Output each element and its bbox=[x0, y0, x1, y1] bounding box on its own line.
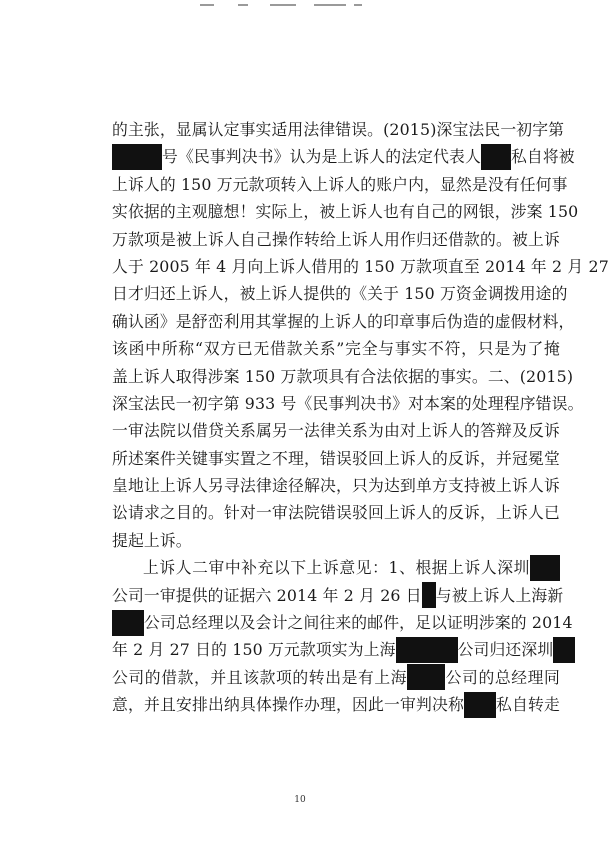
text-segment: 皇地让上诉人另寻法律途径解决，只为达到单方支持被上诉人诉 bbox=[112, 476, 560, 496]
text-segment: 所述案件关键事实置之不理，错误驳回上诉人的反诉，并冠冕堂 bbox=[112, 448, 560, 468]
text-segment: 该函中所称“双方已无借款关系”完全与事实不符，只是为了掩 bbox=[112, 339, 560, 359]
redaction-block bbox=[396, 637, 458, 663]
text-segment: 上诉人二审中补充以下上诉意见：1、根据上诉人深圳 bbox=[143, 558, 530, 578]
text-segment: 号《民事判决书》认为是上诉人的法定代表人 bbox=[162, 147, 481, 167]
text-line bbox=[112, 472, 560, 499]
text-line bbox=[112, 609, 573, 636]
text-line bbox=[112, 527, 560, 554]
scan-artifact-marks bbox=[190, 4, 390, 10]
page-number: 10 bbox=[294, 795, 306, 805]
text-line bbox=[112, 143, 575, 170]
text-line bbox=[112, 417, 560, 444]
text-segment: 日才归还上诉人，被上诉人提供的《关于 150 万资金调拨用途的 bbox=[112, 284, 568, 304]
text-segment: 深宝法民一初字第 933 号《民事判决书》对本案的处理程序错误。 bbox=[112, 393, 584, 413]
text-segment: 提起上诉。 bbox=[112, 530, 192, 550]
text-segment: 一审法院以借贷关系属另一法律关系为由对上诉人的答辩及反诉 bbox=[112, 421, 560, 441]
redaction-block bbox=[464, 692, 496, 718]
text-line bbox=[112, 335, 560, 362]
text-segment: 意，并且安排出纳具体操作办理，因此一审判决称 bbox=[112, 695, 464, 715]
redaction-block bbox=[553, 637, 575, 663]
text-line bbox=[112, 226, 560, 253]
text-segment: 私自转走 bbox=[495, 695, 560, 715]
text-line bbox=[112, 664, 560, 691]
text-line bbox=[112, 691, 560, 718]
text-line bbox=[112, 280, 568, 307]
text-line bbox=[112, 582, 564, 609]
text-segment: 确认函》是舒峦利用其掌握的上诉人的印章事后伪造的虚假材料， bbox=[112, 311, 575, 331]
redaction-block bbox=[112, 610, 144, 636]
text-segment: 公司归还深圳 bbox=[457, 640, 554, 660]
text-segment: 年 2 月 27 日的 150 万元款项实为上海 bbox=[112, 640, 396, 660]
text-segment: 私自将被 bbox=[510, 147, 575, 167]
text-segment: 与被上诉人上海新 bbox=[435, 585, 564, 605]
text-segment: 公司一审提供的证据六 2014 年 2 月 26 日 bbox=[112, 585, 422, 605]
text-line bbox=[112, 198, 579, 225]
redaction-block bbox=[481, 144, 511, 170]
redaction-block bbox=[530, 555, 560, 581]
text-segment: 公司的总经理同 bbox=[445, 667, 560, 687]
text-line bbox=[112, 308, 575, 335]
text-line bbox=[112, 253, 609, 280]
redaction-block bbox=[112, 144, 162, 170]
text-line bbox=[112, 499, 560, 526]
text-segment: 上诉人的 150 万元款项转入上诉人的账户内，显然是没有任何事 bbox=[112, 174, 568, 194]
text-segment: 讼请求之目的。针对一审法院错误驳回上诉人的反诉，上诉人已 bbox=[112, 503, 560, 523]
text-line bbox=[112, 554, 560, 581]
text-line bbox=[112, 636, 560, 663]
text-line bbox=[112, 363, 574, 390]
text-segment: 盖上诉人取得涉案 150 万款项具有合法依据的事实。二、(2015) bbox=[112, 366, 574, 386]
text-segment: 的主张，显属认定事实适用法律错误。(2015)深宝法民一初字第 bbox=[112, 120, 565, 139]
text-line bbox=[112, 116, 565, 143]
text-line bbox=[112, 390, 584, 417]
text-segment: 万款项是被上诉人自己操作转给上诉人用作归还借款的。被上诉 bbox=[112, 229, 560, 249]
redaction-block bbox=[422, 582, 436, 608]
text-segment: 实依据的主观臆想！实际上，被上诉人也有自己的网银，涉案 150 bbox=[112, 202, 579, 222]
text-line bbox=[112, 171, 568, 198]
text-segment: 公司总经理以及会计之间往来的邮件，足以证明涉案的 2014 bbox=[144, 613, 573, 633]
text-segment: 公司的借款，并且该款项的转出是有上海 bbox=[112, 667, 408, 687]
redaction-block bbox=[407, 664, 445, 690]
text-segment: 人于 2005 年 4 月向上诉人借用的 150 万款项直至 2014 年 2 月 27 bbox=[112, 256, 609, 276]
text-line bbox=[112, 445, 560, 472]
document-body bbox=[112, 116, 609, 719]
